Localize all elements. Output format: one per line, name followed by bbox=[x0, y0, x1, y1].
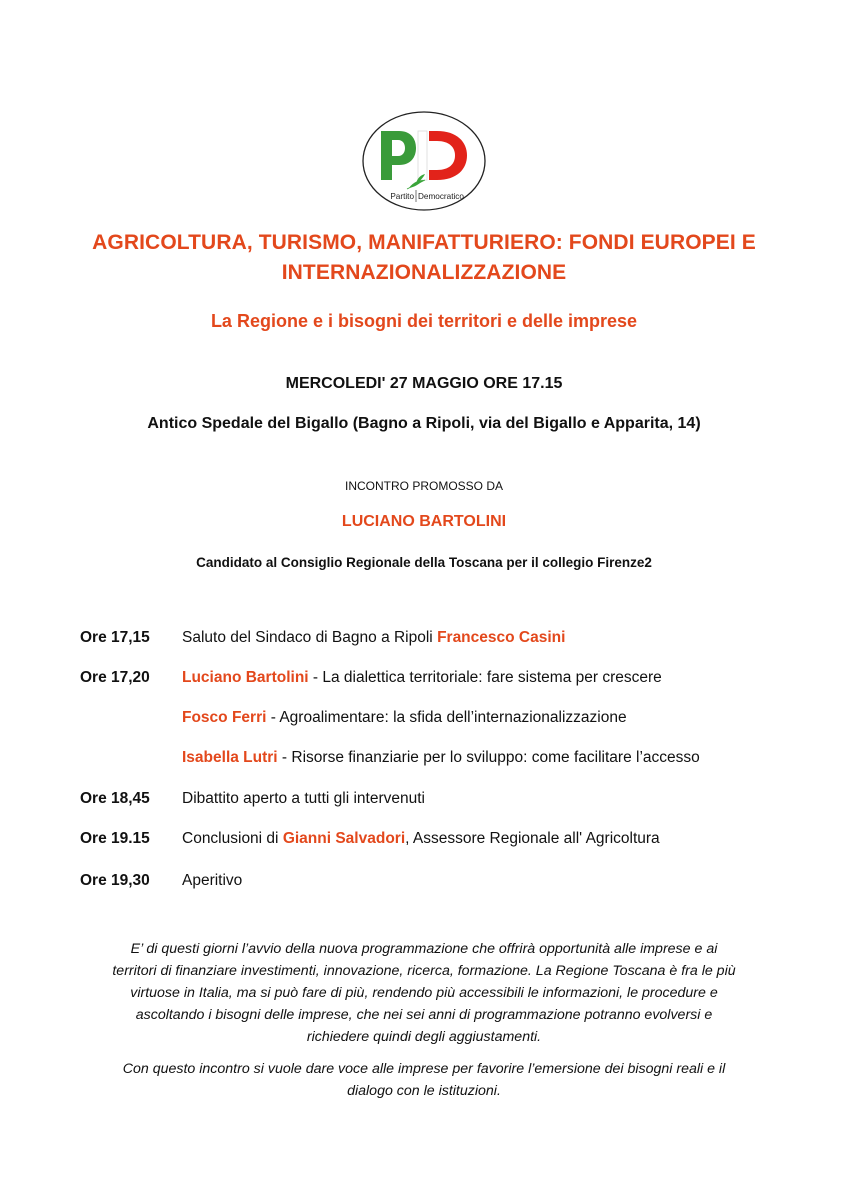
pd-logo-icon bbox=[361, 110, 487, 212]
paragraph-line: Con questo incontro si vuole dare voce alle imprese per favorire l’emersione dei bisogni reali e il bbox=[122, 1061, 726, 1077]
logo-text-right: Democratico bbox=[418, 192, 464, 201]
program-item bbox=[182, 789, 425, 809]
event-venue: Antico Spedale del Bigallo (Bagno a Ripoli, via del Bigallo e Apparita, 14) bbox=[147, 415, 701, 432]
speaker-name: Francesco Casini bbox=[437, 629, 566, 646]
candidate-description: Candidato al Consiglio Regionale della Toscana per il collegio Firenze2 bbox=[196, 555, 652, 570]
program-item bbox=[182, 871, 242, 891]
description-paragraph bbox=[80, 938, 768, 1048]
logo-text-left: Partito bbox=[390, 192, 414, 201]
event-subtitle: La Regione e i bisogni dei territori e delle imprese bbox=[210, 311, 638, 331]
program-time: Ore 17,15 bbox=[80, 629, 150, 646]
program-item bbox=[182, 829, 660, 849]
program-text: Dibattito aperto a tutti gli intervenuti bbox=[182, 790, 425, 807]
program-item bbox=[182, 668, 662, 688]
paragraph-line: dialogo con le istituzioni. bbox=[347, 1083, 501, 1099]
speaker-name: Luciano Bartolini bbox=[182, 669, 309, 686]
paragraph-line: E’ di questi giorni l’avvio della nuova programmazione che offrirà opportunità alle imprese e ai bbox=[130, 941, 718, 957]
program-item bbox=[182, 628, 565, 648]
event-title-line-1: AGRICOLTURA, TURISMO, MANIFATTURIERO: FONDI EUROPEI E bbox=[92, 231, 756, 254]
program-time: Ore 17,20 bbox=[80, 669, 150, 686]
program-time: Ore 19.15 bbox=[80, 830, 150, 847]
program-text: - Risorse finanziarie per lo sviluppo: come facilitare l’accesso bbox=[277, 749, 700, 766]
event-title-line-2: INTERNAZIONALIZZAZIONE bbox=[281, 261, 567, 284]
program-text: Aperitivo bbox=[182, 872, 243, 889]
partito-democratico-logo bbox=[361, 110, 487, 212]
program-text: - Agroalimentare: la sfida dell’internazionalizzazione bbox=[266, 709, 627, 726]
program-item bbox=[182, 748, 700, 768]
paragraph-line: ascoltando i bisogni delle imprese, che nei sei anni di programmazione potranno evolversi e bbox=[135, 1007, 713, 1023]
program-text: Conclusioni di bbox=[182, 830, 283, 847]
promoted-by-label: INCONTRO PROMOSSO DA bbox=[344, 479, 503, 493]
program-time: Ore 19,30 bbox=[80, 872, 150, 889]
program-text: Saluto del Sindaco di Bagno a Ripoli bbox=[182, 629, 438, 646]
closing-paragraph bbox=[80, 1058, 768, 1102]
paragraph-line: richiedere quindi degli aggiustamenti. bbox=[306, 1029, 542, 1045]
program-item bbox=[182, 708, 627, 728]
event-date: MERCOLEDI' 27 MAGGIO ORE 17.15 bbox=[285, 375, 563, 392]
program-text: , Assessore Regionale all' Agricoltura bbox=[405, 830, 660, 847]
speaker-name: Isabella Lutri bbox=[182, 749, 278, 766]
speaker-name: Fosco Ferri bbox=[182, 709, 267, 726]
program-time: Ore 18,45 bbox=[80, 790, 150, 807]
paragraph-line: virtuose in Italia, ma si può fare di più, rendendo più accessibili le informazioni, le procedure e bbox=[130, 985, 718, 1001]
paragraph-line: territori di finanziare investimenti, innovazione, ricerca, formazione. La Regione Toscana è fra le più bbox=[112, 963, 736, 979]
promoter-name: LUCIANO BARTOLINI bbox=[341, 513, 507, 530]
event-title bbox=[40, 228, 808, 288]
speaker-name: Gianni Salvadori bbox=[282, 830, 406, 847]
program-text: - La dialettica territoriale: fare sistema per crescere bbox=[308, 669, 662, 686]
